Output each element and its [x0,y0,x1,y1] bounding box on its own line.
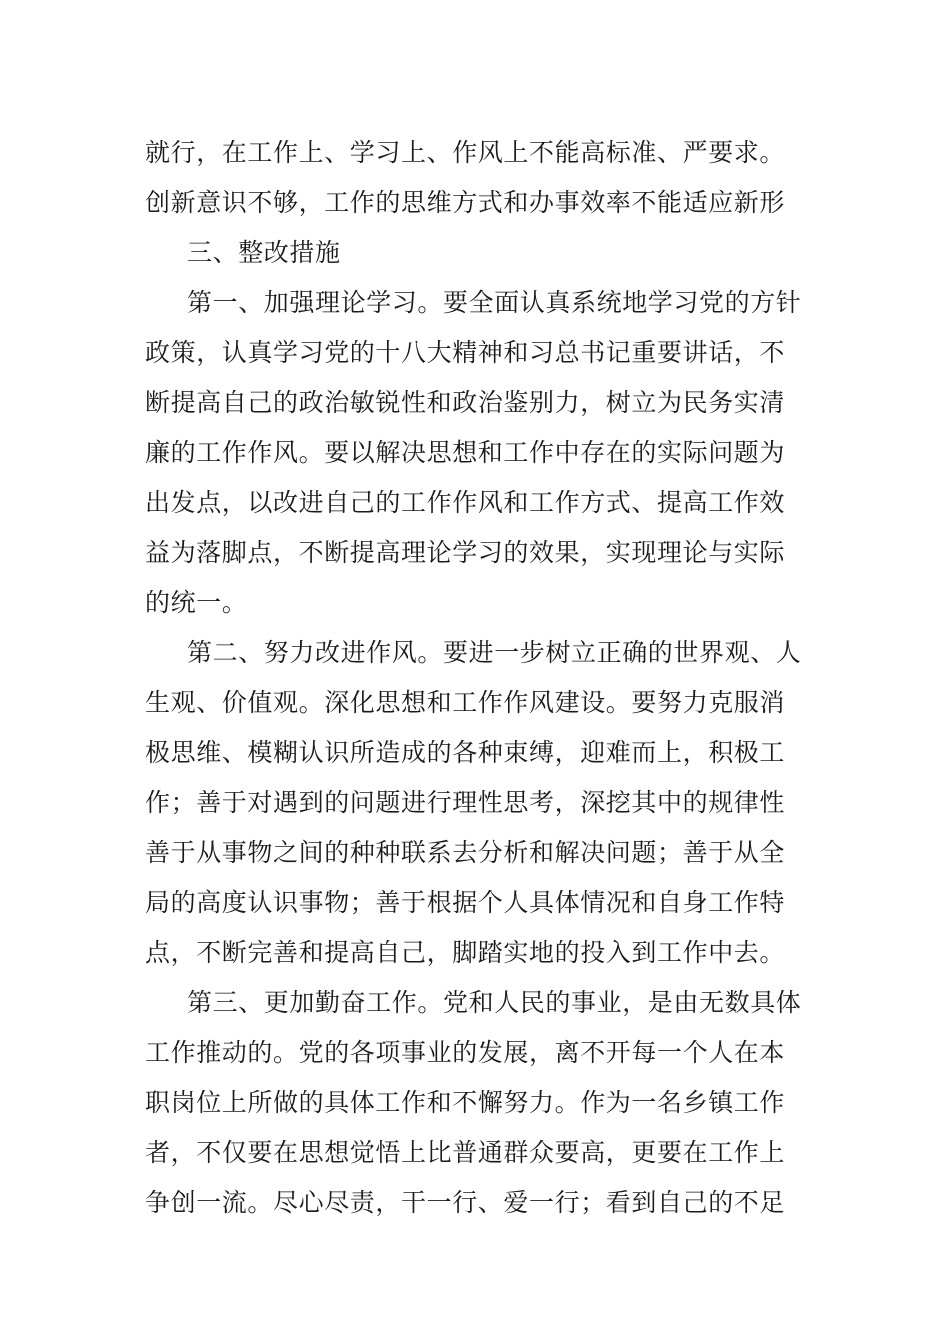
document-body [145,128,810,1228]
text-line: 者，不仅要在思想觉悟上比普通群众要高，更要在工作上 [145,1138,786,1167]
text-line: 局的高度认识事物；善于根据个人具体情况和自身工作特 [145,888,786,917]
paragraph-3-start: 第三、更加勤奋工作。党和人民的事业，是由无数具体 [187,988,802,1017]
text-line: 作；善于对遇到的问题进行理性思考，深挖其中的规律性 [145,788,786,817]
paragraph-2-start: 第二、努力改进作风。要进一步树立正确的世界观、人 [187,638,802,667]
text-line: 断提高自己的政治敏锐性和政治鉴别力，树立为民务实清 [145,388,786,417]
text-line: 工作推动的。党的各项事业的发展，离不开每一个人在本 [145,1038,786,1067]
text-line: 廉的工作作风。要以解决思想和工作中存在的实际问题为 [145,438,786,467]
text-line: 职岗位上所做的具体工作和不懈努力。作为一名乡镇工作 [145,1088,786,1117]
text-line: 极思维、模糊认识所造成的各种束缚，迎难而上，积极工 [145,738,786,767]
text-line: 争创一流。尽心尽责，干一行、爱一行；看到自己的不足 [145,1188,786,1217]
paragraph-1-start: 第一、加强理论学习。要全面认真系统地学习党的方针 [187,288,802,317]
text-line: 就行，在工作上、学习上、作风上不能高标准、严要求。 [145,138,786,167]
text-line: 创新意识不够，工作的思维方式和办事效率不能适应新形 [145,188,786,217]
text-line: 的统一。 [145,588,248,617]
text-line: 善于从事物之间的种种联系去分析和解决问题；善于从全 [145,838,786,867]
text-line: 出发点，以改进自己的工作作风和工作方式、提高工作效 [145,488,786,517]
text-line: 点，不断完善和提高自己，脚踏实地的投入到工作中去。 [145,938,786,967]
section-heading: 三、整改措施 [187,238,341,267]
text-line: 生观、价值观。深化思想和工作作风建设。要努力克服消 [145,688,786,717]
text-line: 政策，认真学习党的十八大精神和习总书记重要讲话，不 [145,338,786,367]
text-line: 益为落脚点，不断提高理论学习的效果，实现理论与实际 [145,538,786,567]
